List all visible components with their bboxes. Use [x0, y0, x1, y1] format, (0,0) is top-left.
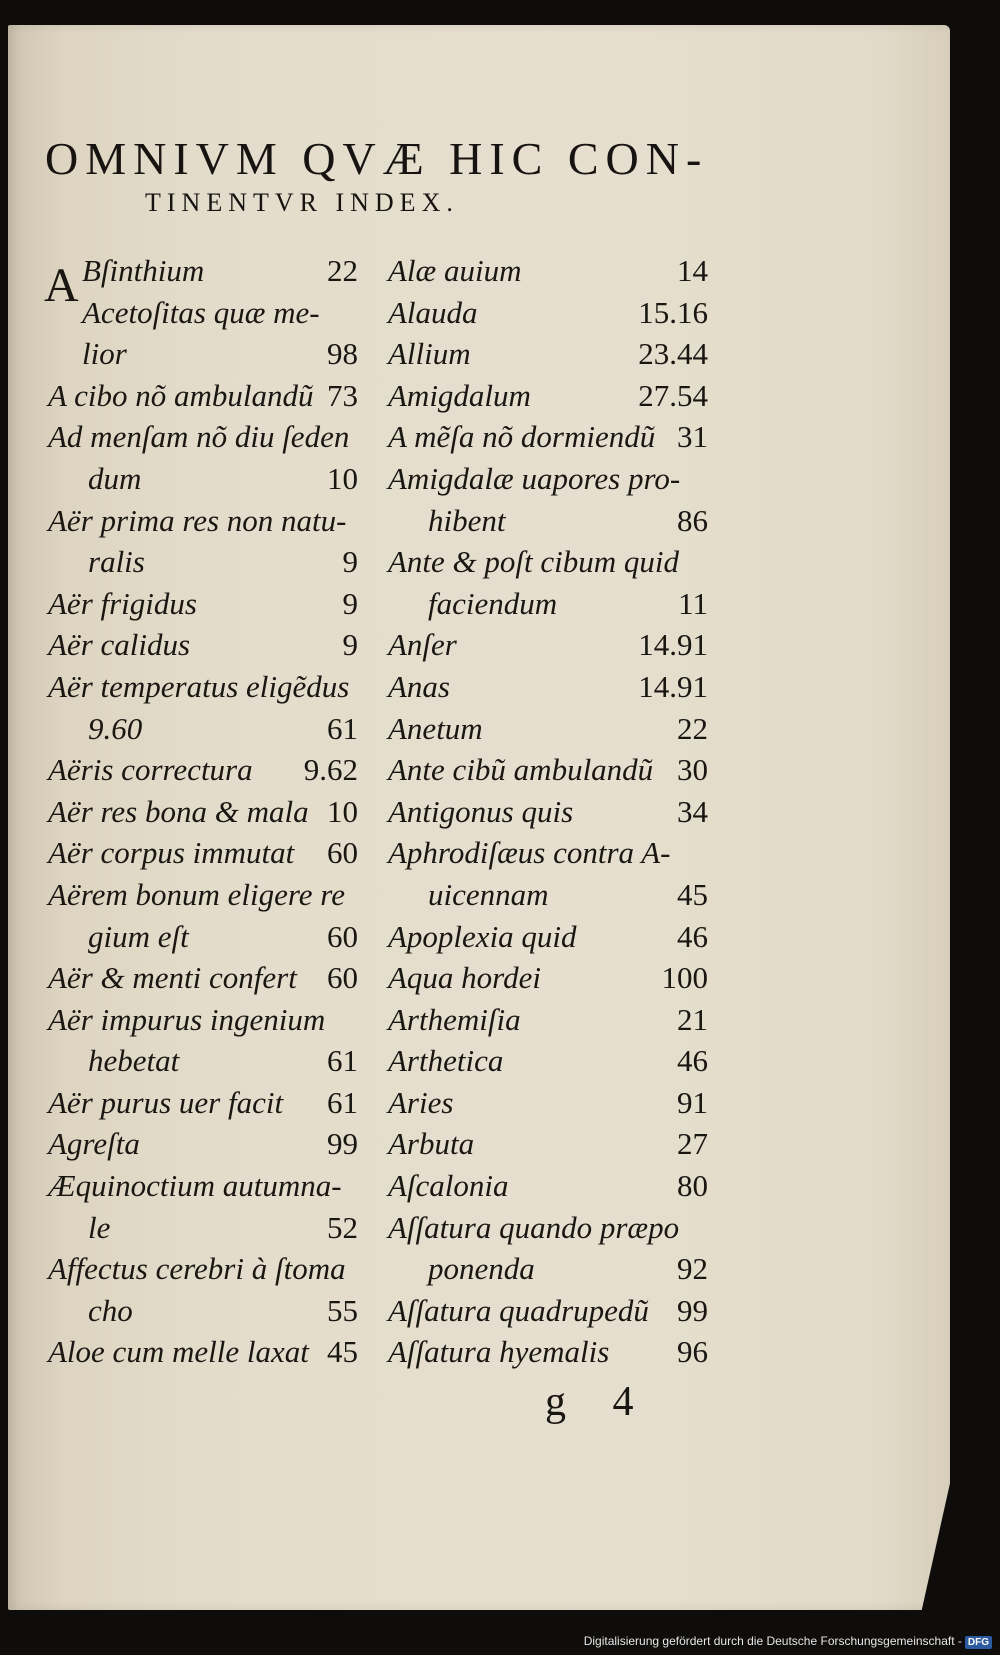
entry-term: Aër impurus ingenium [48, 1001, 326, 1037]
index-entry [48, 541, 358, 583]
index-entry [388, 583, 708, 625]
index-entry [388, 1040, 708, 1082]
index-entry [388, 708, 708, 750]
index-entry [48, 916, 358, 958]
index-entry [388, 541, 708, 583]
index-entry [48, 1207, 358, 1249]
entry-term: Arthemiſia [388, 1001, 521, 1037]
entry-page-number: 100 [661, 960, 708, 996]
entry-page-number: 45 [327, 1334, 358, 1370]
entry-page-number: 22 [677, 710, 708, 746]
entry-term: faciendum [428, 585, 558, 621]
entry-page-number: 14.91 [638, 627, 708, 663]
entry-term: Aſcalonia [388, 1168, 509, 1204]
entry-term: A cibo nõ ambulandũ [48, 377, 314, 413]
index-entry [388, 1290, 708, 1332]
entry-term: Aſſatura quadrupedũ [388, 1292, 649, 1328]
entry-term: Aër res bona & mala [48, 793, 309, 829]
entry-term: Aëris correctura [48, 752, 253, 788]
entry-term: Allium [388, 336, 471, 372]
entry-page-number: 96 [677, 1334, 708, 1370]
entry-term: Aër temperatus eligẽdus [48, 668, 350, 704]
entry-page-number: 92 [677, 1251, 708, 1287]
index-entry [48, 1331, 358, 1373]
entry-term: Arthetica [388, 1043, 504, 1079]
entry-term: uicennam [428, 876, 549, 912]
entry-page-number: 60 [327, 918, 358, 954]
entry-page-number: 10 [327, 793, 358, 829]
entry-term: Anas [388, 668, 450, 704]
entry-term: ralis [88, 544, 145, 580]
index-entry [48, 333, 358, 375]
index-entry [388, 916, 708, 958]
dfg-logo: DFG [965, 1636, 992, 1649]
entry-term: Aërem bonum eligere re [48, 876, 345, 912]
index-entry [48, 1123, 358, 1165]
index-entry [48, 583, 358, 625]
index-entry [388, 1123, 708, 1165]
entry-term: Aſſatura quando præpo [388, 1209, 680, 1245]
entry-page-number: 9 [342, 585, 358, 621]
index-entry [388, 832, 708, 874]
entry-page-number: 46 [677, 1043, 708, 1079]
index-entry [48, 999, 358, 1041]
entry-term: Ante & poſt cibum quid [388, 544, 680, 580]
entry-page-number: 31 [677, 419, 708, 455]
entry-term: Aphrodiſæus contra A- [388, 835, 671, 871]
index-entry [388, 500, 708, 542]
index-entry [48, 749, 358, 791]
index-entry [388, 375, 708, 417]
entry-term: Aër purus uer facit [48, 1084, 284, 1120]
entry-term: Aër prima res non natu- [48, 502, 347, 538]
index-entry [48, 1248, 358, 1290]
index-entry [48, 624, 358, 666]
entry-page-number: 22 [327, 253, 358, 288]
index-entry [48, 832, 358, 874]
entry-term: Antigonus quis [388, 793, 574, 829]
index-entry [388, 416, 708, 458]
index-entry [48, 500, 358, 542]
entry-term: Aër corpus immutat [48, 835, 295, 871]
entry-page-number: 61 [327, 1043, 358, 1079]
entry-page-number: 30 [677, 752, 708, 788]
entry-page-number: 61 [327, 710, 358, 746]
entry-page-number: 99 [677, 1292, 708, 1328]
index-entry [388, 1248, 708, 1290]
index-entry [388, 458, 708, 500]
entry-page-number: 14 [677, 253, 708, 288]
entry-term: Ad menſam nõ diu ſeden [48, 419, 350, 455]
digitization-credit [584, 1634, 992, 1649]
entry-term: Aries [388, 1084, 454, 1120]
entry-term: Alæ auium [388, 253, 522, 288]
entry-term: cho [88, 1292, 133, 1328]
index-entry [48, 666, 358, 708]
index-entry [388, 292, 708, 334]
entry-page-number: 34 [677, 793, 708, 829]
entry-term: gium eſt [88, 918, 189, 954]
entry-page-number: 61 [327, 1084, 358, 1120]
entry-term: Agreſta [48, 1126, 140, 1162]
index-entry [388, 874, 708, 916]
entry-page-number: 86 [677, 502, 708, 538]
entry-page-number: 55 [327, 1292, 358, 1328]
entry-term: Anetum [388, 710, 483, 746]
entry-page-number: 80 [677, 1168, 708, 1204]
entry-term: Aër frigidus [48, 585, 197, 621]
entry-term: Æquinoctium autumna- [48, 1168, 342, 1204]
index-heading-line-1: OMNIVM QVÆ HIC CON- [45, 133, 709, 184]
entry-term: hebetat [88, 1043, 180, 1079]
entry-page-number: 27 [677, 1126, 708, 1162]
entry-term: Alauda [388, 294, 478, 330]
entry-page-number: 60 [327, 960, 358, 996]
index-entry [388, 1331, 708, 1373]
index-entry [388, 999, 708, 1041]
entry-page-number: 91 [677, 1084, 708, 1120]
entry-term: 9.60 [88, 710, 143, 746]
entry-term: Anſer [388, 627, 457, 663]
entry-term: Amigdalæ uapores pro- [388, 460, 681, 496]
index-entry [388, 749, 708, 791]
entry-page-number: 9 [342, 544, 358, 580]
index-entry [388, 957, 708, 999]
entry-term: Affectus cerebri à ſtoma [48, 1251, 346, 1287]
index-entry [48, 874, 358, 916]
entry-term: ponenda [428, 1251, 535, 1287]
entry-page-number: 99 [327, 1126, 358, 1162]
index-entry [48, 292, 358, 334]
entry-term: A mẽſa nõ dormiendũ [388, 419, 656, 455]
entry-page-number: 9.62 [303, 752, 358, 788]
entry-term: Apoplexia quid [388, 918, 577, 954]
drop-cap: A [44, 259, 79, 312]
entry-term: hibent [428, 502, 506, 538]
entry-term: dum [88, 460, 142, 496]
index-entry [48, 416, 358, 458]
index-entry [388, 666, 708, 708]
entry-term: Aloe cum melle laxat [48, 1334, 309, 1370]
index-column-right [388, 250, 708, 1373]
index-entry [48, 458, 358, 500]
index-entry [48, 1290, 358, 1332]
entry-page-number: 46 [677, 918, 708, 954]
entry-term: lior [82, 336, 127, 372]
index-entry [388, 1165, 708, 1207]
index-entry [48, 1082, 358, 1124]
entry-term: Acetoſitas quæ me- [82, 294, 320, 330]
index-entry [388, 250, 708, 292]
index-entry [388, 624, 708, 666]
index-column-left [48, 250, 358, 1373]
entry-page-number: 23.44 [638, 336, 708, 372]
index-entry [48, 791, 358, 833]
entry-term: Aër & menti confert [48, 960, 297, 996]
index-entry [388, 333, 708, 375]
entry-term: Aër calidus [48, 627, 191, 663]
entry-page-number: 27.54 [638, 377, 708, 413]
entry-page-number: 98 [327, 336, 358, 372]
entry-page-number: 10 [327, 460, 358, 496]
index-entry [388, 1207, 708, 1249]
entry-page-number: 73 [327, 377, 358, 413]
entry-term: Aſſatura hyemalis [388, 1334, 610, 1370]
index-heading-line-2: TINENTVR INDEX. [145, 188, 459, 217]
entry-page-number: 9 [342, 627, 358, 663]
entry-page-number: 45 [677, 876, 708, 912]
entry-page-number: 15.16 [638, 294, 708, 330]
entry-term: Bſinthium [82, 253, 205, 288]
credit-text: Digitalisierung gefördert durch die Deutsche Forschungsgemeinschaft - [583, 1634, 962, 1648]
index-entry [48, 1040, 358, 1082]
entry-term: le [88, 1209, 111, 1245]
entry-page-number: 60 [327, 835, 358, 871]
signature-mark: g 4 [545, 1379, 652, 1425]
entry-term: Arbuta [388, 1126, 475, 1162]
index-entry [48, 957, 358, 999]
index-entry [48, 375, 358, 417]
entry-term: Ante cibũ ambulandũ [388, 752, 654, 788]
index-entry [48, 1165, 358, 1207]
index-entry [48, 250, 358, 292]
entry-page-number: 52 [327, 1209, 358, 1245]
index-entry [388, 791, 708, 833]
entry-term: Amigdalum [388, 377, 531, 413]
entry-term: Aqua hordei [388, 960, 541, 996]
entry-page-number: 14.91 [638, 668, 708, 704]
entry-page-number: 11 [678, 585, 708, 621]
index-entry [48, 708, 358, 750]
entry-page-number: 21 [677, 1001, 708, 1037]
index-entry [388, 1082, 708, 1124]
